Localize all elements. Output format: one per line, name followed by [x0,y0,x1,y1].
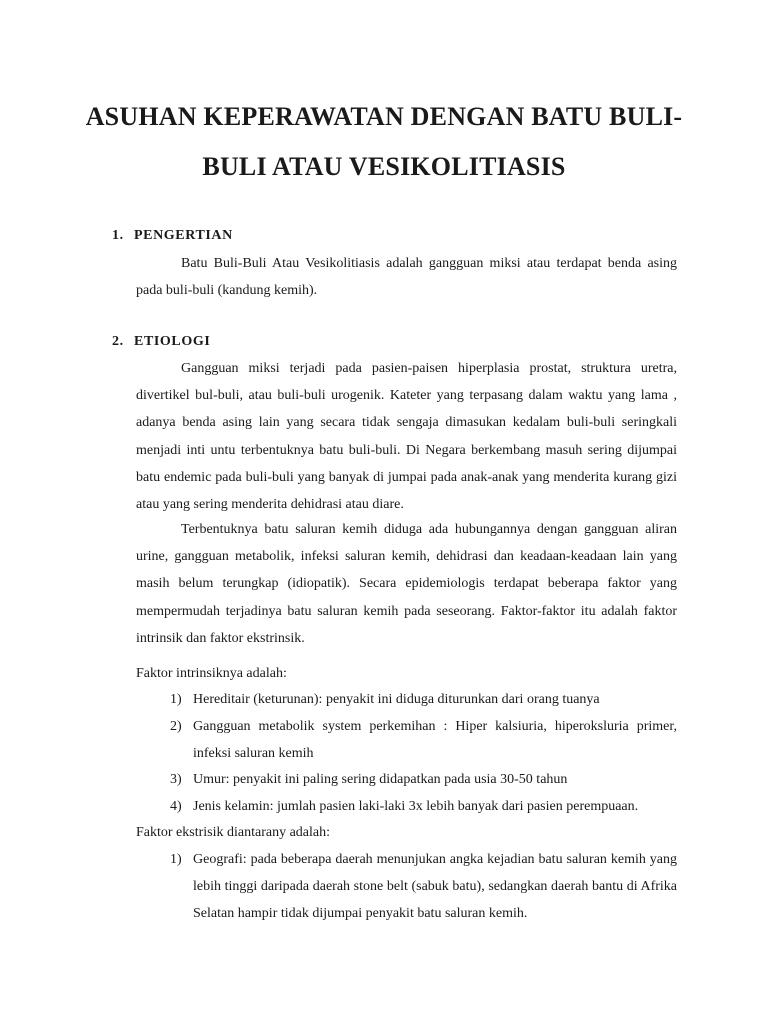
section-heading-etiologi [112,334,210,350]
etiologi-paragraph-1: Gangguan miksi terjadi pada pasien-paisen hiperplasia prostat, struktura uretra, divertikel bul-buli, atau buli-buli urogenik. Kateter yang terpasang dalam waktu yang lama , adanya benda asing lain yang secara tidak sengaja dimasukan kedalam buli-buli seringkali menjadi inti untu terbentuknya batu buli-buli. Di Negara berkembang masuh sering dijumpai batu endemic pada buli-buli yang banyak di jumpai pada anak-anak yang menderita kurang gizi atau yang sering menderita dehidrasi atau diare. [136,361,677,513]
list-item [170,686,677,713]
list-item [170,713,677,767]
list-text: Gangguan metabolik system perkemihan : Hiper kalsiuria, hiperoksluria primer, infeksi saluran kemih [193,719,677,761]
pengertian-paragraph: Batu Buli-Buli Atau Vesikolitiasis adalah gangguan miksi atau terdapat benda asing pada buli-buli (kandung kemih). [136,256,677,299]
section-number: 1. [112,228,124,243]
etiologi-paragraph-2: Terbentuknya batu saluran kemih diduga ada hubungannya dengan gangguan aliran urine, gangguan metabolik, infeksi saluran kemih, dehidrasi dan keadaan-keadaan lain yang masih belum terungkap (idiopatik). Secara epidemiologis terdapat beberapa faktor yang mempermudah terjadinya batu saluran kemih pada seseorang. Faktor-faktor itu adalah faktor intrinsik dan faktor ekstrinsik. [136,522,677,646]
list-text: Umur: penyakit ini paling sering didapatkan pada usia 30-50 tahun [193,772,568,787]
intrinsic-factors-label: Faktor intrinsiknya adalah: [136,666,287,681]
list-number: 2) [170,719,182,734]
section-heading-pengertian [112,228,233,244]
list-item [170,846,677,927]
extrinsic-factors-label: Faktor ekstrisik diantarany adalah: [136,825,330,840]
list-text: Geografi: pada beberapa daerah menunjukan angka kejadian batu saluran kemih yang lebih tinggi daripada daerah stone belt (sabuk batu), sedangkan daerah bantu di Afrika Selatan hampir tidak dijumpai penyakit batu saluran kemih. [193,852,677,921]
list-item [170,793,677,820]
list-number: 3) [170,772,182,787]
list-text: Hereditair (keturunan): penyakit ini diduga diturunkan dari orang tuanya [193,692,600,707]
document-title: ASUHAN KEPERAWATAN DENGAN BATU BULI-BULI ATAU VESIKOLITIASIS [85,102,683,181]
section-title: ETIOLOGI [134,334,211,349]
list-number: 1) [170,852,182,867]
list-item [170,766,677,793]
list-number: 4) [170,799,182,814]
section-number: 2. [112,334,124,349]
list-number: 1) [170,692,182,707]
section-title: PENGERTIAN [134,228,233,243]
list-text: Jenis kelamin: jumlah pasien laki-laki 3x lebih banyak dari pasien perempuaan. [193,799,639,814]
